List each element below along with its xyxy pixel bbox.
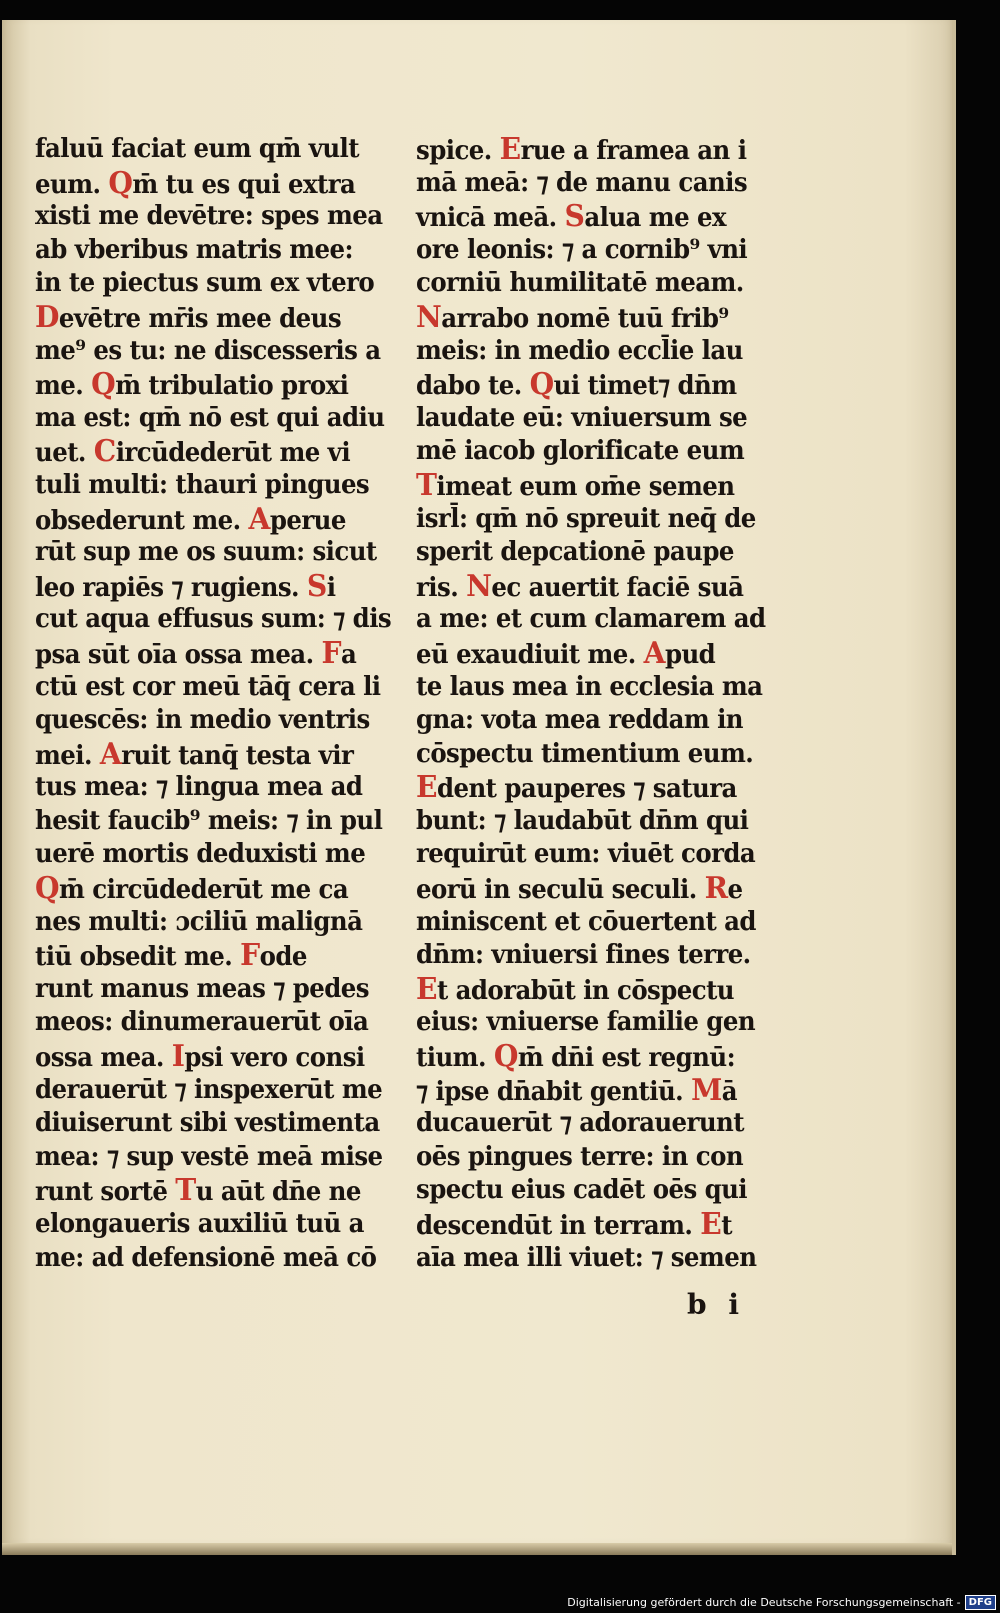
text-line: derauerūt ⁊ inspexerūt me (35, 1074, 383, 1105)
text-line: cut aqua effusus sum: ⁊ dis (35, 604, 392, 635)
text-line (35, 872, 373, 906)
text-line (416, 133, 754, 167)
text-line: quescēs: in medio ventris (35, 705, 370, 736)
rubricated-initial: R (704, 871, 728, 907)
text-line (35, 939, 373, 973)
text-line (416, 469, 754, 503)
text-fragment: eum. (35, 169, 109, 200)
rubricated-initial: D (35, 299, 59, 335)
text-line (35, 167, 373, 201)
text-fragment: ircūdederūt me vi (115, 438, 351, 469)
rubricated-initial: N (466, 568, 492, 604)
rubricated-initial: A (248, 501, 270, 537)
text-line: dn̄m: vniuersi fines terre. (416, 940, 751, 971)
text-fragment: ⁊ ipse dn̄abit gentiū. (416, 1076, 692, 1107)
text-line (35, 570, 373, 604)
text-line (416, 368, 754, 402)
text-fragment: alua me ex (584, 203, 727, 234)
credit-text: Digitalisierung gefördert durch die Deutsche Forschungsgemeinschaft - (567, 1595, 961, 1609)
text-line: mē iacob glorificate eum (416, 436, 745, 467)
text-fragment: ris. (416, 572, 467, 603)
text-line: hesit faucib⁹ meis: ⁊ in pul (35, 805, 383, 836)
text-fragment: obsederunt me. (35, 505, 249, 536)
text-line: uerē mortis deduxisti me (35, 839, 366, 870)
text-line: ma est: qm̄ nō est qui adiu (35, 402, 385, 433)
text-line: eius: vniuerse familie gen (416, 1007, 756, 1038)
text-fragment: m̄ dn̄i est regnū: (517, 1043, 736, 1074)
page-bottom-edge (2, 1543, 952, 1555)
text-fragment: ossa mea. (35, 1043, 172, 1074)
text-line: mea: ⁊ sup vestē meā mise (35, 1141, 383, 1172)
text-fragment: m̄ tribulatio proxi (115, 371, 349, 402)
rubricated-initial: F (240, 938, 260, 974)
text-fragment: uet. (35, 438, 94, 469)
rubricated-initial: A (643, 635, 665, 671)
text-fragment: ui timet⁊ dn̄m (553, 371, 737, 402)
rubricated-initial: N (416, 299, 442, 335)
text-fragment: eū exaudiuit me. (416, 639, 644, 670)
text-line: cōspectu timentium eum. (416, 738, 754, 769)
text-fragment: me. (35, 371, 92, 402)
text-line: me⁹ es tu: ne discesseris a (35, 335, 381, 366)
text-fragment: arrabo nomē tuū frib⁹ (441, 303, 729, 334)
text-fragment: rue a framea an i (520, 136, 747, 166)
text-fragment: t (721, 1211, 732, 1241)
book-page (2, 20, 956, 1555)
text-line (35, 301, 373, 335)
text-fragment: e (727, 875, 743, 906)
text-line: in te piectus sum ex vtero (35, 268, 375, 299)
text-line: diuiserunt sibi vestimenta (35, 1108, 380, 1139)
text-line (35, 1040, 373, 1074)
text-line (35, 435, 373, 469)
text-line: spectu eius cadēt oēs qui (416, 1175, 748, 1206)
text-fragment: pud (664, 639, 716, 670)
text-line: requirūt eum: viuēt corda (416, 839, 756, 870)
text-fragment: i (326, 572, 336, 603)
text-line: bunt: ⁊ laudabūt dn̄m qui (416, 805, 749, 836)
text-line: tuli multi: thauri pingues (35, 469, 370, 500)
text-line: a me: et cum clamarem ad (416, 604, 766, 635)
text-line (35, 738, 373, 772)
rubricated-initial: Q (91, 367, 116, 403)
text-line: rūt sup me os suum: sicut (35, 537, 377, 568)
text-line (416, 570, 754, 604)
text-line: elongaueris auxiliū tuū a (35, 1209, 364, 1239)
text-fragment: spice. (416, 136, 500, 166)
rubricated-initial: Q (493, 1039, 518, 1075)
text-line: xisti me devētre: spes mea (35, 201, 383, 232)
text-line: faluū faciat eum qm̄ vult (35, 134, 359, 164)
text-fragment: eorū in seculū seculi. (416, 875, 705, 906)
rubricated-initial: E (700, 1207, 722, 1242)
rubricated-initial: I (171, 1039, 185, 1075)
text-line: oēs pingues terre: in con (416, 1141, 744, 1172)
text-fragment: perue (269, 505, 346, 536)
text-line (35, 503, 373, 537)
text-line (35, 637, 373, 671)
rubricated-initial: E (416, 971, 437, 1007)
text-line: corniū humilitatē meam. (416, 268, 744, 299)
rubricated-initial: M (691, 1072, 722, 1108)
rubricated-initial: Q (108, 165, 133, 201)
rubricated-initial: E (499, 132, 521, 167)
rubricated-initial: S (306, 568, 327, 604)
text-line (416, 973, 754, 1007)
text-fragment: runt sortē (35, 1177, 176, 1208)
text-fragment: u aūt dn̄e ne (195, 1177, 361, 1208)
text-line: tus mea: ⁊ lingua mea ad (35, 772, 363, 803)
text-line: me: ad defensionē meā cō (35, 1242, 377, 1273)
text-column-right (416, 133, 776, 1275)
rubricated-initial: Q (35, 871, 60, 907)
rubricated-initial: A (99, 736, 122, 772)
text-line: runt manus meas ⁊ pedes (35, 973, 369, 1004)
text-fragment: leo rapiēs ⁊ rugiens. (35, 572, 307, 603)
rubricated-initial: F (321, 635, 341, 671)
text-fragment: tiū obsedit me. (35, 942, 241, 973)
text-line: isrl̄: qm̄ nō spreuit neq̄ de (416, 503, 756, 534)
digitization-credit (567, 1593, 996, 1611)
text-fragment: descendūt in terram. (416, 1211, 701, 1241)
text-fragment: ruit tanq̄ testa vir (121, 740, 354, 771)
text-fragment: m̄ tu es qui extra (132, 169, 356, 200)
dfg-logo-icon: DFG (965, 1595, 996, 1610)
text-fragment: evētre mr̄is mee deus (58, 303, 342, 334)
text-line: nes multi: ɔciliū malignā (35, 906, 363, 937)
signature-mark: b i (687, 1288, 745, 1321)
rubricated-initial: Q (529, 367, 554, 403)
text-fragment: ec auertit faciē suā (491, 572, 744, 603)
text-fragment: ā (721, 1076, 738, 1107)
text-line (35, 368, 373, 402)
rubricated-initial: E (416, 770, 437, 806)
text-line: mā meā: ⁊ de manu canis (416, 167, 748, 198)
text-line: gna: vota mea reddam in (416, 705, 744, 736)
text-line (416, 1074, 754, 1108)
text-line: miniscent et cōuertent ad (416, 906, 756, 937)
text-fragment: t adorabūt in cōspectu (436, 975, 735, 1006)
text-line: ctū est cor meū tāq̄ cera li (35, 671, 381, 702)
text-line (416, 771, 754, 805)
text-line (416, 1040, 754, 1074)
rubricated-initial: T (416, 467, 437, 503)
text-fragment: mei. (35, 740, 100, 771)
text-line: ore leonis: ⁊ a cornib⁹ vni (416, 234, 748, 265)
text-fragment: psi vero consi (184, 1043, 365, 1074)
text-line: meis: in medio eccl̄ie lau (416, 335, 743, 366)
text-fragment: dabo te. (416, 371, 530, 402)
text-fragment: tium. (416, 1043, 494, 1074)
text-line: meos: dinumerauerūt oīa (35, 1007, 369, 1038)
text-line (416, 1208, 754, 1242)
text-line (416, 200, 754, 234)
text-line: ab vberibus matris mee: (35, 234, 353, 265)
text-line (416, 301, 754, 335)
text-line: te laus mea in ecclesia ma (416, 671, 763, 702)
text-column-left (35, 133, 395, 1275)
text-fragment: psa sūt oīa ossa mea. (35, 639, 322, 670)
text-line: laudate eū: vniuersum se (416, 402, 748, 433)
text-fragment: vnicā meā. (416, 203, 565, 234)
text-fragment: ode (259, 942, 307, 973)
rubricated-initial: C (93, 434, 116, 470)
text-fragment: a (340, 639, 357, 670)
text-line: ducauerūt ⁊ adorauerunt (416, 1108, 744, 1139)
text-fragment: imeat eum om̄e semen (436, 471, 735, 502)
rubricated-initial: T (175, 1173, 196, 1209)
text-line: sperit depcationē paupe (416, 537, 734, 568)
text-line (416, 637, 754, 671)
rubricated-initial: S (564, 199, 585, 235)
text-fragment: m̄ circūdederūt me ca (59, 875, 349, 906)
text-line (35, 1174, 373, 1208)
text-line (416, 872, 754, 906)
text-fragment: dent pauperes ⁊ satura (436, 774, 737, 805)
text-line: aīa mea illi viuet: ⁊ semen (416, 1242, 757, 1273)
